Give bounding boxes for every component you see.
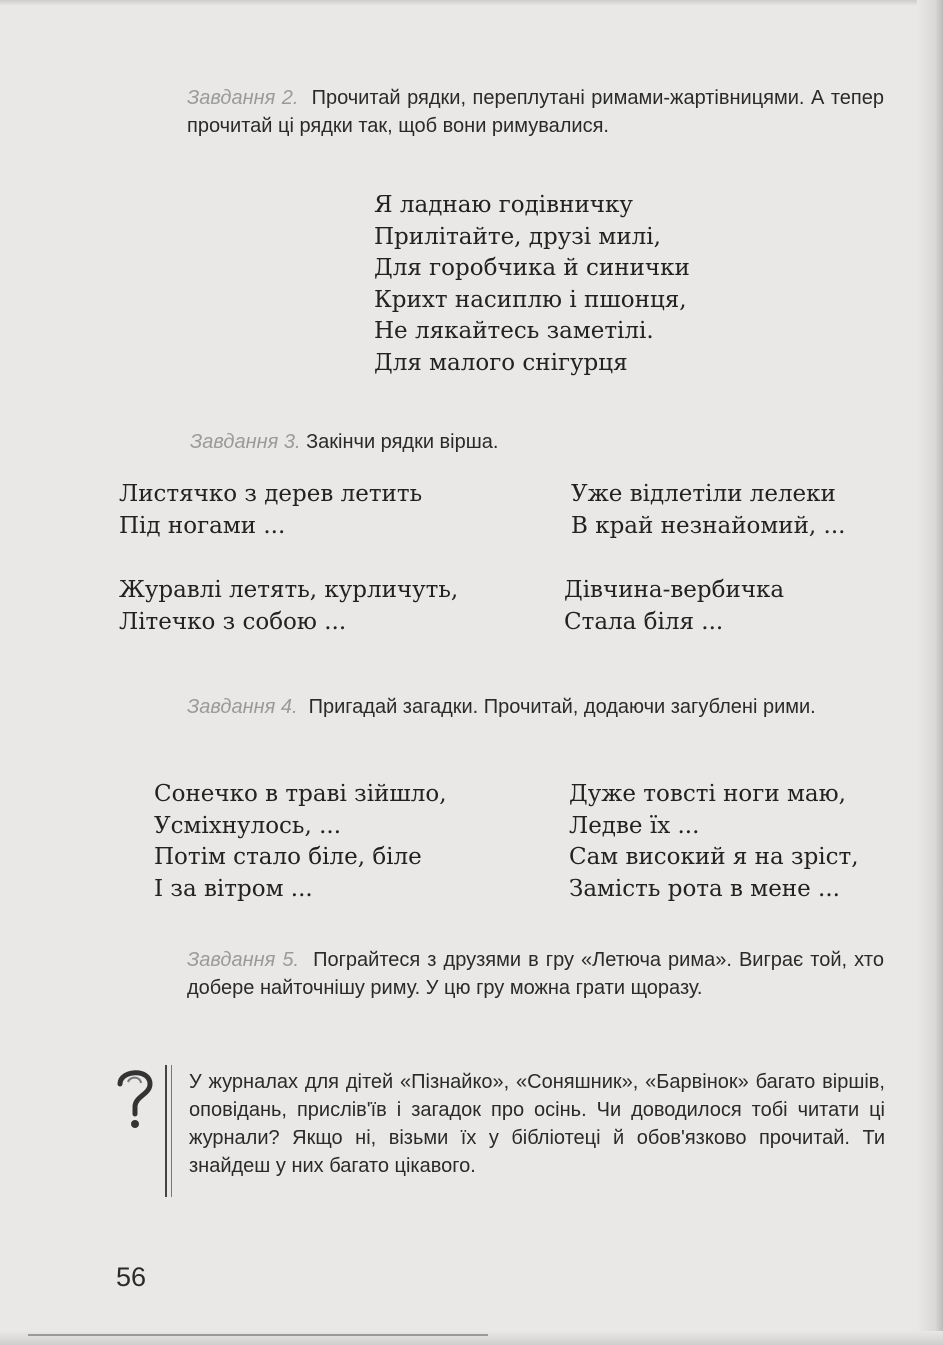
verse-line: В край незнайомий, ... xyxy=(571,512,846,539)
task-3-text: Закінчи рядки вірша. xyxy=(306,431,499,453)
verse-3-right-bottom xyxy=(564,575,784,638)
poem-line: Для малого снігурця xyxy=(374,349,628,376)
poem-line: Для горобчика й синички xyxy=(374,255,690,281)
riddle-line: Замість рота в мене ... xyxy=(569,875,840,902)
task-3-label: Завдання 3. xyxy=(190,431,301,453)
riddle-line: Потім стало біле, біле xyxy=(154,844,422,870)
task-5-label: Завдання 5. xyxy=(187,949,300,971)
task-2-label: Завдання 2. xyxy=(187,87,299,109)
riddle-line: Сам високий я на зріст, xyxy=(569,844,859,870)
task-5-text: Пограйтеся з друзями в гру «Летюча рима». Виграє той, хто добере найточнішу риму. У цю гру можна грати щоразу. xyxy=(187,949,884,999)
poem-1 xyxy=(374,190,690,379)
question-mark-icon xyxy=(110,1062,160,1132)
riddle-line: Усміхнулось, ... xyxy=(154,812,341,839)
task-3 xyxy=(190,428,887,456)
poem-line: Я ладнаю годівничку xyxy=(374,192,633,218)
riddle-line: Сонечко в траві зійшло, xyxy=(154,781,447,807)
note-bar-thin xyxy=(171,1065,172,1197)
verse-3-right-top xyxy=(571,479,845,542)
bottom-rule xyxy=(28,1334,488,1336)
verse-line: Дівчина-вербичка xyxy=(564,577,785,603)
verse-line: Журавлі летять, курличуть, xyxy=(119,577,459,603)
verse-line: Під ногами ... xyxy=(119,512,286,539)
page-edge-top xyxy=(0,0,943,6)
riddle-right xyxy=(569,779,859,905)
task-5 xyxy=(187,946,884,1002)
page-number: 56 xyxy=(116,1262,147,1292)
task-4-label: Завдання 4. xyxy=(187,696,298,718)
poem-line: Прилітайте, друзі милі, xyxy=(374,223,661,250)
task-2 xyxy=(187,84,884,140)
riddle-line: І за вітром ... xyxy=(154,875,313,902)
riddle-line: Дуже товсті ноги маю, xyxy=(569,781,846,807)
task-4 xyxy=(187,693,884,721)
page-edge-right xyxy=(917,0,943,1345)
task-2-text: Прочитай рядки, переплутані римами-жартівницями. А тепер прочитай ці рядки так, щоб вони римувалися. xyxy=(187,87,884,137)
verse-line: Стала біля ... xyxy=(564,608,724,635)
note-bar xyxy=(165,1065,167,1197)
note-text: У журналах для дітей «Пізнайко», «Соняшник», «Барвінок» багато віршів, оповідань, прислів'їв і загадок про осінь. Чи доводилося тобі читати ці журнали? Якщо ні, візьми їх у бібліотеці й обов'язково прочитай. Ти знайдеш у них багато цікавого. xyxy=(189,1071,885,1177)
verse-3-left-bottom xyxy=(119,575,458,638)
verse-3-left-top xyxy=(119,479,422,542)
verse-line: Літечко з собою ... xyxy=(119,608,347,635)
riddle-line: Ледве їх ... xyxy=(569,812,700,839)
verse-line: Листячко з дерев летить xyxy=(119,481,423,507)
verse-line: Уже відлетіли лелеки xyxy=(571,481,836,507)
riddle-left xyxy=(154,779,447,905)
poem-line: Не лякайтесь заметілі. xyxy=(374,318,654,344)
task-4-text: Пригадай загадки. Прочитай, додаючи загублені рими. xyxy=(308,696,816,718)
poem-line: Крихт насиплю і пшонця, xyxy=(374,286,687,313)
